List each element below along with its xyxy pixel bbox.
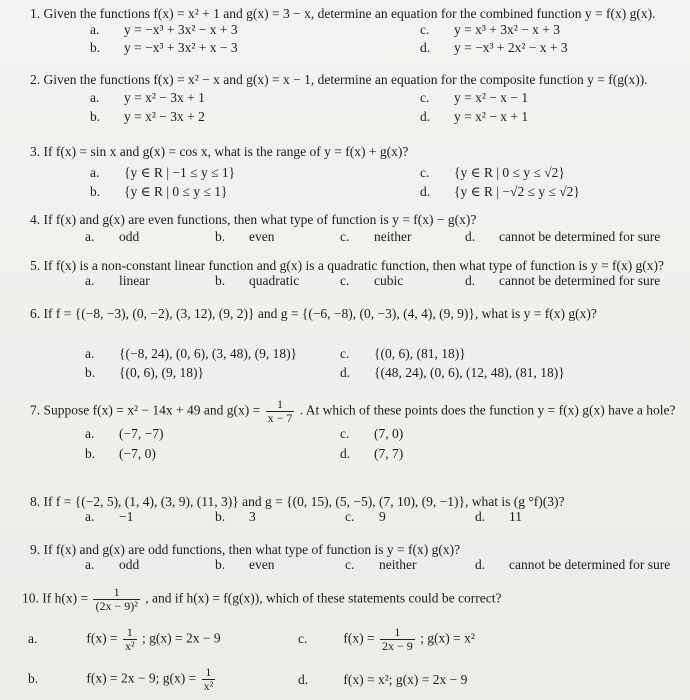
stem-text: , and if h(x) = f(g(x)), which of these statements could be correct? [145,590,502,606]
option-text: {(48, 24), (0, 6), (12, 48), (81, 18)} [374,365,565,380]
option-text: ; g(x) = x² [420,630,475,646]
fraction-numerator: 1 [380,626,415,640]
option-text: (7, 0) [374,426,404,441]
option-d: d. cannot be determined for sure [465,229,661,244]
option-a: a. odd [85,557,140,572]
option-text: odd [119,557,140,572]
option-text: neither [374,229,412,244]
option-text: y = x³ + 3x² − x + 3 [454,22,561,37]
option-b: b. even [215,229,275,244]
question-stem: 1. Given the functions f(x) = x² + 1 and g(x) = 3 − x, determine an equation for the combined function y = f(x) g(x). [30,6,656,21]
option-b: b. {(0, 6), (9, 18)} [85,365,204,380]
option-text: {y ∈ R | −√2 ≤ y ≤ √2} [454,184,580,199]
option-b: b. 3 [215,509,256,524]
fraction-numerator: 1 [123,626,137,640]
option-text: −1 [119,509,134,524]
option-c: c. (7, 0) [340,426,404,441]
question-stem: 2. Given the functions f(x) = x² − x and g(x) = x − 1, determine an equation for the composite function y = f(g(x)). [30,72,648,87]
option-text: y = x² − 3x + 2 [124,109,205,124]
option-text: (−7, 0) [119,446,156,461]
option-c: c. f(x) = $\frac{1}{2x - 9}$ ; g(x) = x² [298,625,475,653]
fraction [123,626,137,653]
option-a: a. linear [85,273,150,288]
option-b: b. y = −x³ + 3x² + x − 3 [90,40,238,55]
question-stem: 3. If f(x) = sin x and g(x) = cos x, what is the range of y = f(x) + g(x)? [30,144,409,159]
option-text: y = −x³ + 2x² − x + 3 [454,40,568,55]
option-text: cannot be determined for sure [499,229,661,244]
option-d: d. cannot be determined for sure [465,273,661,288]
option-b: b. f(x) = 2x − 9; g(x) = $\frac{1}{\text{x²}}$ [28,665,214,693]
stem-text: . At which of these points does the function y = f(x) g(x) have a hole? [299,402,676,418]
option-text: f(x) = x²; g(x) = 2x − 9 [343,672,468,687]
option-text: {y ∈ R | 0 ≤ y ≤ √2} [454,165,565,180]
option-a: a. f(x) = $\frac{1}{\text{x²}}$ ; g(x) = 2x − 9 [28,625,221,653]
option-text: y = x² − 3x + 1 [124,90,205,105]
option-d: d. cannot be determined for sure [475,557,671,572]
option-c: c. neither [345,557,417,572]
stem-text: 7. Suppose f(x) = x² − 14x + 49 and g(x) = [30,402,261,418]
option-c: c. y = x³ + 3x² − x + 3 [420,22,561,37]
option-text: cannot be determined for sure [509,557,671,572]
option-d: d. {y ∈ R | −√2 ≤ y ≤ √2} [420,184,580,199]
option-text: cubic [374,273,404,288]
option-text: {y ∈ R | −1 ≤ y ≤ 1} [124,165,236,180]
fraction-denominator: 2x − 9 [381,639,413,653]
fraction [380,626,415,653]
option-a: a. (−7, −7) [85,426,164,441]
fraction-numerator: 1 [93,586,139,600]
option-b: b. even [215,557,275,572]
fraction [202,666,216,693]
option-c: c. {(0, 6), (81, 18)} [340,346,466,361]
fraction-denominator: x² [203,679,214,693]
option-text: 11 [509,509,522,524]
fraction [93,586,139,613]
option-a: a. {y ∈ R | −1 ≤ y ≤ 1} [90,165,236,180]
option-c: c. 9 [345,509,386,524]
option-b: b. y = x² − 3x + 2 [90,109,205,124]
question-stem: 9. If f(x) and g(x) are odd functions, then what type of function is y = f(x) g(x)? [30,542,461,557]
option-text: y = x² − x + 1 [454,109,529,124]
fraction [266,398,295,425]
option-text: {(0, 6), (9, 18)} [119,365,204,380]
option-d: d. y = −x³ + 2x² − x + 3 [420,40,568,55]
option-text: quadratic [249,273,300,288]
option-text: linear [119,273,150,288]
option-text: f(x) = [86,630,118,646]
option-c: c. {y ∈ R | 0 ≤ y ≤ √2} [420,165,565,180]
option-text: even [249,229,275,244]
question-stem: 8. If f = {(−2, 5), (1, 4), (3, 9), (11, 3)} and g = {(0, 15), (5, −5), (7, 10), (9, −1)}, what is (g °f)(3)? [30,494,565,509]
fraction-numerator: 1 [202,666,216,680]
question-stem [30,398,676,425]
option-text: cannot be determined for sure [499,273,661,288]
option-text: f(x) = [343,630,375,646]
question-stem: 6. If f = {(−8, −3), (0, −2), (3, 12), (9, 2)} and g = {(−6, −8), (0, −3), (4, 4), (9, 9)}, what is y = f(x) g(x)? [30,306,597,321]
option-b: b. (−7, 0) [85,446,156,461]
option-text: {(0, 6), (81, 18)} [374,346,466,361]
question-stem: 5. If f(x) is a non-constant linear function and g(x) is a quadratic function, then what type of function is y = f(x) g(x)? [30,258,665,273]
option-d: d. {(48, 24), (0, 6), (12, 48), (81, 18)} [340,365,565,380]
option-a: a. −1 [85,509,134,524]
option-text: y = −x³ + 3x² + x − 3 [124,40,238,55]
option-text: odd [119,229,140,244]
stem-text: 10. If h(x) = [22,590,89,606]
option-text: {(−8, 24), (0, 6), (3, 48), (9, 18)} [119,346,298,361]
option-text: f(x) = 2x − 9; g(x) = [86,670,197,686]
option-d: d. 11 [475,509,522,524]
option-a: a. y = x² − 3x + 1 [90,90,205,105]
option-text: 3 [249,509,256,524]
option-text: {y ∈ R | 0 ≤ y ≤ 1} [124,184,228,199]
option-a: a. odd [85,229,140,244]
option-text: y = −x³ + 3x² − x + 3 [124,22,238,37]
option-c: c. cubic [340,273,404,288]
option-d: d. f(x) = x²; g(x) = 2x − 9 [298,672,468,687]
option-a: a. {(−8, 24), (0, 6), (3, 48), (9, 18)} [85,346,298,361]
option-text: ; g(x) = 2x − 9 [141,630,221,646]
option-text: even [249,557,275,572]
option-a: a. y = −x³ + 3x² − x + 3 [90,22,238,37]
option-b: b. {y ∈ R | 0 ≤ y ≤ 1} [90,184,228,199]
option-text: y = x² − x − 1 [454,90,529,105]
fraction-denominator: (2x − 9)² [95,599,138,613]
question-stem: 4. If f(x) and g(x) are even functions, then what type of function is y = f(x) − g(x)? [30,212,477,227]
option-c: c. y = x² − x − 1 [420,90,529,105]
option-text: (7, 7) [374,446,404,461]
fraction-numerator: 1 [266,398,295,412]
option-d: d. y = x² − x + 1 [420,109,529,124]
question-stem [22,586,501,613]
option-d: d. (7, 7) [340,446,404,461]
option-text: 9 [379,509,386,524]
option-c: c. neither [340,229,412,244]
option-text: neither [379,557,417,572]
fraction-denominator: x² [124,639,135,653]
option-text: (−7, −7) [119,426,164,441]
option-b: b. quadratic [215,273,300,288]
fraction-denominator: x − 7 [267,411,293,425]
